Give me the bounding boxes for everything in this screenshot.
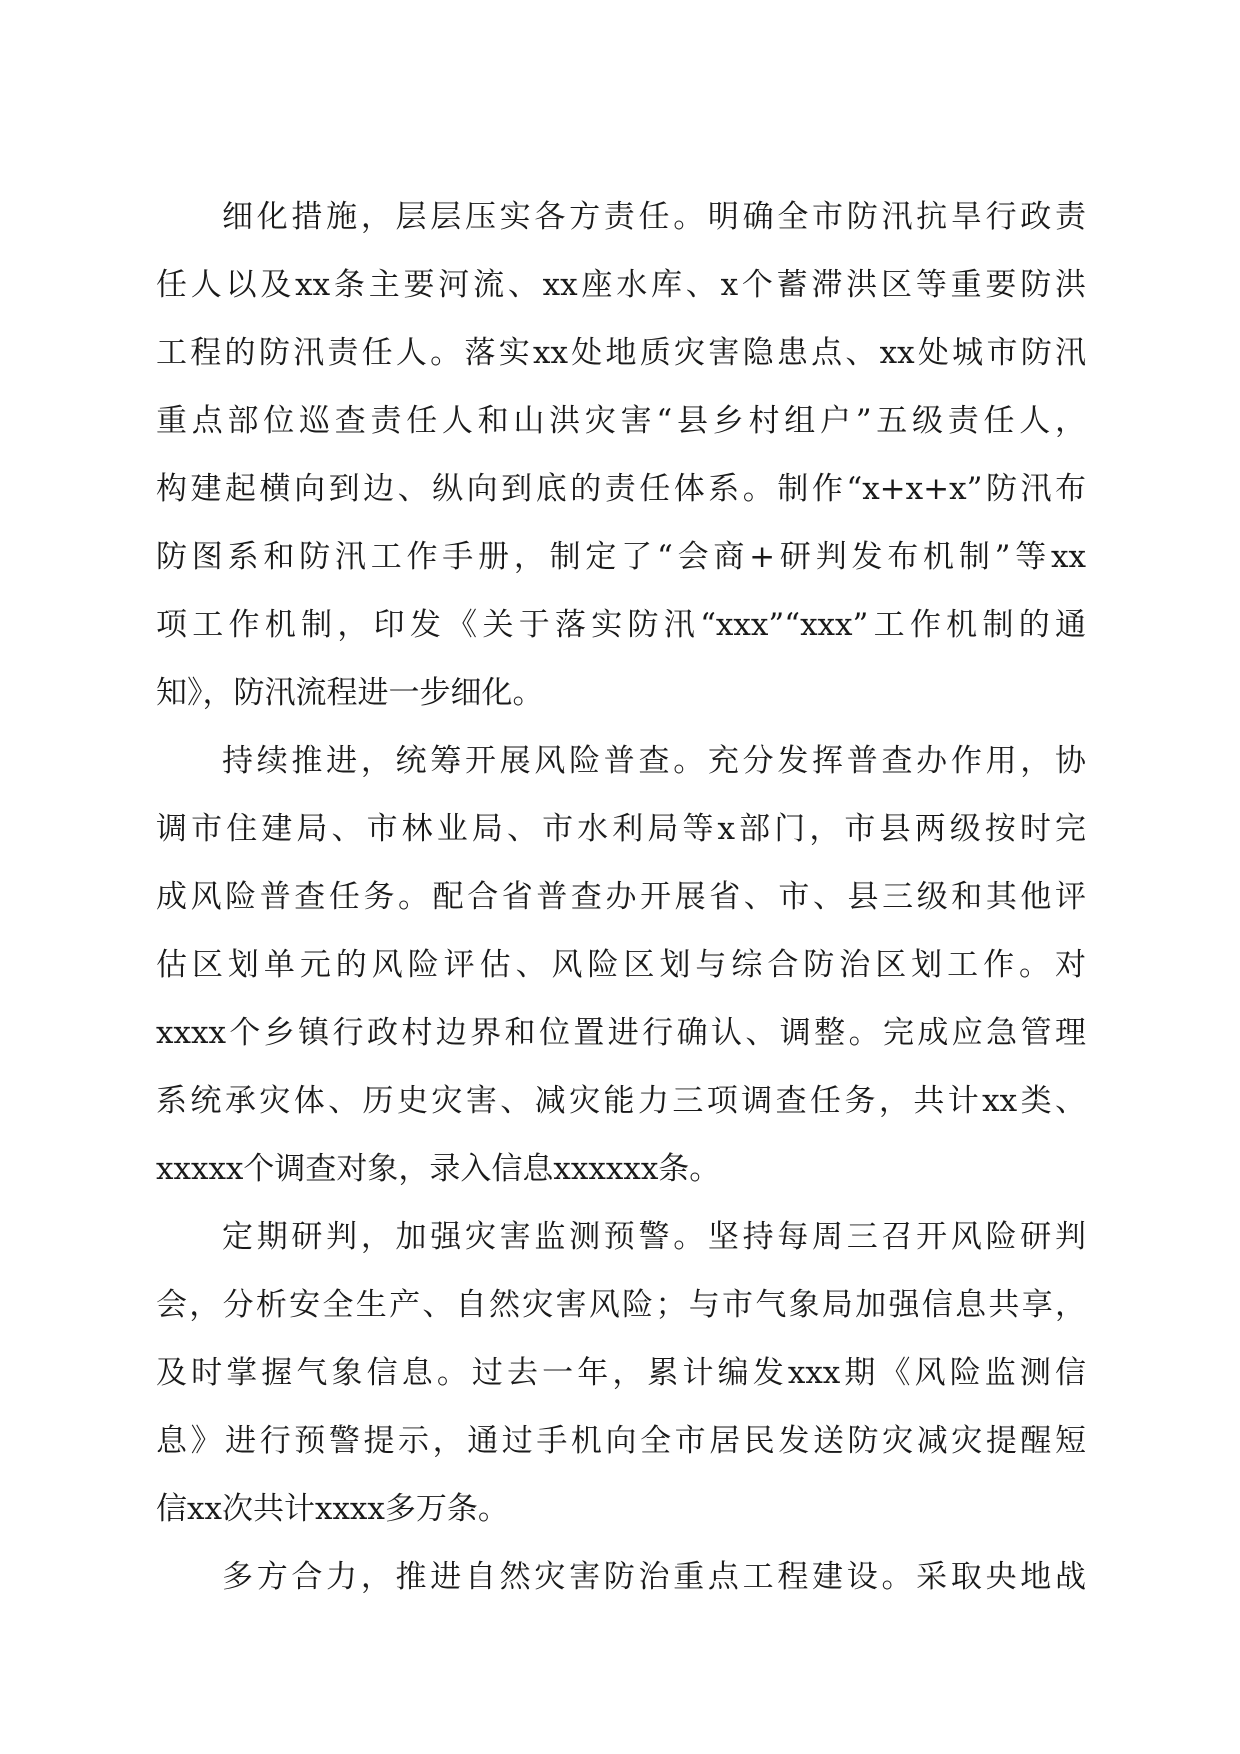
- text-line: xxxxx个调查对象，录入信息xxxxxx条。: [156, 1151, 721, 1187]
- text-line: 知》，防汛流程进一步细化。: [156, 675, 544, 711]
- text-line: 细化措施，层层压实各方责任。明确全市防汛抗旱行政责: [222, 199, 1086, 235]
- text-line: 任人以及xx条主要河流、xx座水库、x个蓄滞洪区等重要防洪: [156, 267, 1086, 303]
- paragraph-monitoring-warning: [156, 1203, 1086, 1543]
- text-line: 成风险普查任务。配合省普查办开展省、市、县三级和其他评: [156, 879, 1086, 915]
- text-line: 息》进行预警提示，通过手机向全市居民发送防灾减灾提醒短: [156, 1423, 1086, 1459]
- text-line: 估区划单元的风险评估、风险区划与综合防治区划工作。对: [156, 947, 1086, 983]
- text-line: 项工作机制，印发《关于落实防汛“xxx”“xxx”工作机制的通: [156, 607, 1086, 643]
- text-line: 工程的防汛责任人。落实xx处地质灾害隐患点、xx处城市防汛: [156, 335, 1086, 371]
- text-line: 系统承灾体、历史灾害、减灾能力三项调查任务，共计xx类、: [156, 1083, 1086, 1119]
- paragraph-key-projects: [156, 1543, 1086, 1611]
- text-line: 持续推进，统筹开展风险普查。充分发挥普查办作用，协: [222, 743, 1086, 779]
- paragraph-flood-responsibility: [156, 183, 1086, 727]
- text-line: 定期研判，加强灾害监测预警。坚持每周三召开风险研判: [222, 1219, 1086, 1255]
- text-line: 多方合力，推进自然灾害防治重点工程建设。采取央地战: [222, 1559, 1086, 1595]
- paragraph-risk-survey: [156, 727, 1086, 1203]
- text-line: 构建起横向到边、纵向到底的责任体系。制作“x+x+x”防汛布: [156, 471, 1086, 507]
- text-line: 调市住建局、市林业局、市水利局等x部门，市县两级按时完: [156, 811, 1086, 847]
- document-body: [156, 183, 1086, 1611]
- text-line: 重点部位巡查责任人和山洪灾害“县乡村组户”五级责任人，: [156, 403, 1086, 439]
- text-line: 会，分析安全生产、自然灾害风险；与市气象局加强信息共享，: [156, 1287, 1086, 1323]
- text-line: 及时掌握气象信息。过去一年，累计编发xxx期《风险监测信: [156, 1355, 1086, 1391]
- text-line: 防图系和防汛工作手册，制定了“会商+研判发布机制”等xx: [156, 539, 1086, 575]
- text-line: xxxx个乡镇行政村边界和位置进行确认、调整。完成应急管理: [156, 1015, 1086, 1051]
- text-line: 信xx次共计xxxx多万条。: [156, 1491, 509, 1527]
